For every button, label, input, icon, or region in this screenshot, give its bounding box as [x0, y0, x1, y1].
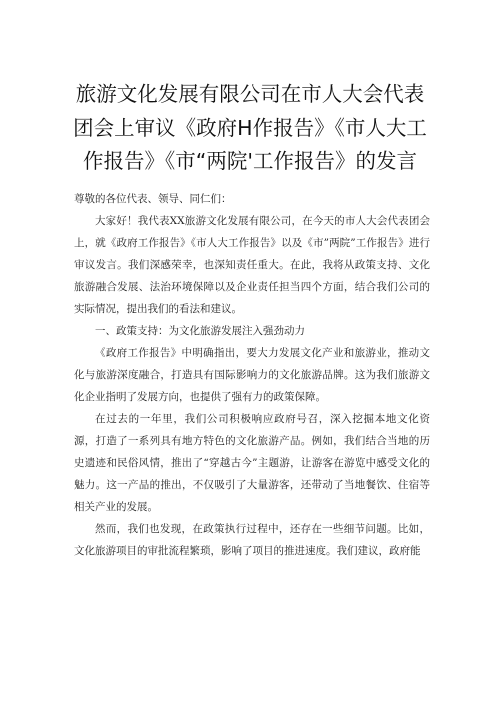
title-line: 旅游文化发展有限公司在市人大会代表	[75, 82, 425, 106]
paragraph: 大家好！我代表XX旅游文化发展有限公司，在今天的市人大会代表团会上，就《政府工作报告》《市人大工作报告》以及《市”两院”工作报告》进行审议发言。我们深感荣幸，也深知责任重大。在此，我将从政策支持、文化旅游融合发展、法治环境保障以及企业责任担当四个方面，结合我们公司的实际情况，提出我们的看法和建议。	[74, 215, 430, 315]
title-line: 作报告》《市“两院'工作报告》的发言	[82, 149, 417, 173]
section-heading: 一、政策支持：为文化旅游发展注入强劲动力	[95, 325, 305, 337]
paragraph: 在过去的一年里，我们公司积极响应政府号召，深入挖掘本地文化资源，打造了一系列具有地方特色的文化旅游产品。例如，我们结合当地的历史遗迹和民俗风情，推出了“穿越古今”主题游，让游客在游览中感受文化的魅力。这一产品的推出，不仅吸引了大量游客，还带动了当地餐饮、住宿等相关产业的发展。	[74, 413, 430, 513]
salutation: 尊敬的各位代表、领导、同仁们：	[74, 193, 232, 205]
title-line: 团会上审议《政府H作报告》《市人大工	[73, 115, 427, 140]
paragraph: 然而，我们也发现，在政策执行过程中，还存在一些细节问题。比如，文化旅游项目的审批流程繁琐，影响了项目的推进速度。我们建议，政府能	[74, 523, 430, 557]
paragraph: 《政府工作报告》中明确指出，要大力发展文化产业和旅游业，推动文化与旅游深度融合，打造具有国际影响力的文化旅游品牌。这为我们旅游文化企业指明了发展方向，也提供了强有力的政策保障。	[74, 347, 430, 403]
document-title	[58, 78, 442, 179]
document-body	[74, 188, 430, 562]
